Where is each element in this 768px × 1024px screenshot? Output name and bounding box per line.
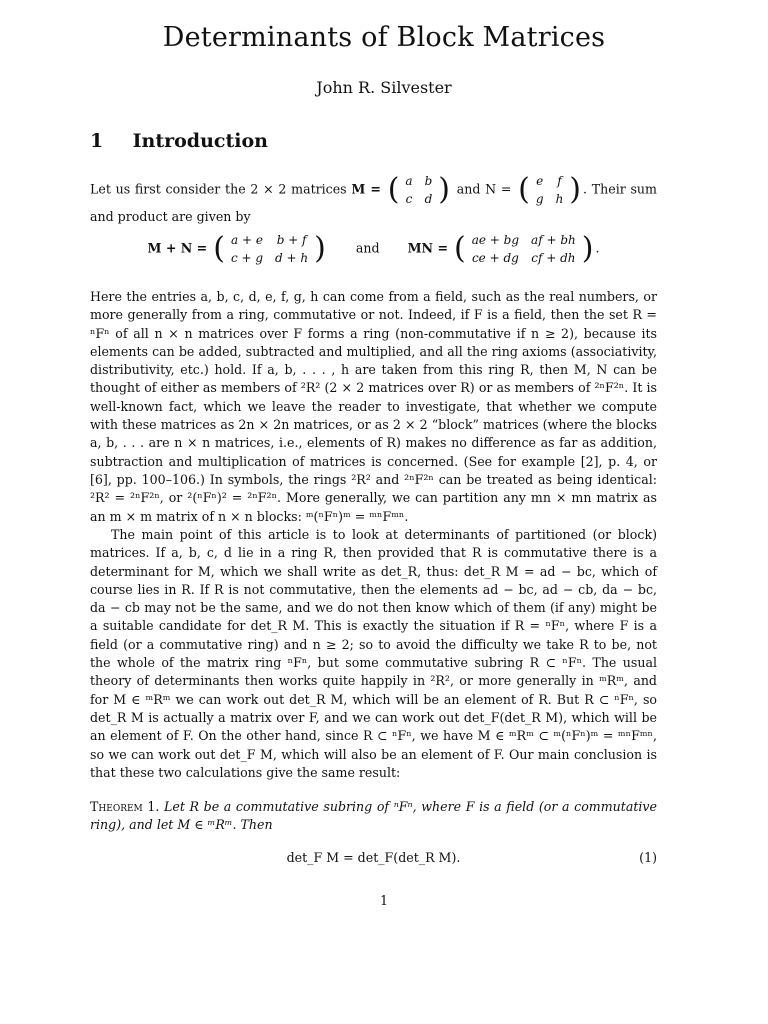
display-end: .	[595, 240, 600, 256]
matrix-sum: ( a + e b + f c + g d + h )	[213, 231, 326, 266]
intro-tail: . Their sum and product are given by	[90, 181, 657, 224]
matrix-cell: a	[405, 174, 413, 188]
matrix-cell: ce + dg	[471, 251, 519, 265]
matrix-product: ( ae + bg af + bh ce + dg cf + dh )	[454, 231, 594, 266]
matrix-cell: af + bh	[531, 233, 576, 247]
theorem-statement	[90, 798, 657, 835]
body-paragraph-2: The main point of this article is to look at determinants of partitioned (or block) matrices. If a, b, c, d lie in a ring R, then provided that R is commutative there is a determinant for M, which we shall write as det_R, thus: det_R M = ad − bc, which of course lies in R. If R is not commutative, then the elements ad − bc, ad − cb, da − bc, da − cb may not be the same, and we do not then know which of them (if any) might be a suitable candidate for det_R M. This is exactly the situation if R = ⁿFⁿ, where F is a field (or a commutative ring) and n ≥ 2; so to avoid the difficulty we take R to be, not the whole of the matrix ring ⁿFⁿ, but some commutative subring R ⊂ ⁿFⁿ. The usual theory of determinants then works quite happily in ²R², or more generally in ᵐRᵐ, and for M ∈ ᵐRᵐ we can work out det_R M, which will be an element of R. But R ⊂ ⁿFⁿ, so det_R M is actually a matrix over F, and we can work out det_F(det_R M), which will be an element of F. On the other hand, since R ⊂ ⁿFⁿ, we have M ∈ ᵐRᵐ ⊂ ᵐ(ⁿFⁿ)ᵐ = ᵐⁿFᵐⁿ, so we can work out det_F M, which will also be an element of F. Our main conclusion is that these two calculations give the same result:	[90, 527, 657, 780]
matrix-cell: cf + dh	[531, 251, 576, 265]
section-title: Introduction	[132, 130, 268, 152]
matrix-cell: d	[424, 192, 433, 206]
sum-label: M + N =	[147, 240, 208, 256]
and-word: and	[355, 240, 380, 256]
page-number: 1	[379, 893, 388, 908]
matrix-cell: c	[405, 192, 413, 206]
intro-paragraph	[90, 172, 657, 226]
matrix-cell: h	[555, 192, 564, 206]
equation-body: det_F M = det_F(det_R M).	[286, 850, 461, 865]
paper-title: Determinants of Block Matrices	[162, 22, 606, 53]
equation-tag: (1)	[639, 850, 657, 865]
intro-lead: Let us first consider the 2 × 2 matrices	[90, 181, 352, 197]
matrix-cell: a + e	[231, 233, 263, 247]
theorem-body: Let R be a commutative subring of ⁿFⁿ, where F is a field (or a commutative ring), and let M ∈ ᵐRᵐ. Then	[90, 799, 657, 833]
matrix-cell: b + f	[276, 233, 307, 247]
matrix-M: ( a b c d )	[387, 172, 450, 207]
matrix-cell: e	[536, 174, 544, 188]
equation-1	[90, 850, 657, 865]
matrix-cell: d + h	[275, 251, 309, 265]
section-heading	[90, 130, 268, 152]
matrix-cell: b	[424, 174, 433, 188]
matrix-cell: c + g	[230, 251, 264, 265]
section-number: 1	[90, 130, 104, 152]
display-equation-sum-product	[90, 231, 657, 267]
theorem-head: Theorem 1.	[90, 799, 160, 814]
product-label: MN =	[407, 240, 448, 256]
matrix-cell: g	[535, 192, 544, 206]
matrix-M-label: M =	[351, 181, 381, 197]
matrix-N: ( e f g h )	[518, 172, 582, 207]
body-paragraph-1: Here the entries a, b, c, d, e, f, g, h can come from a field, such as the real numbers, or more generally from a ring, commutative or not. Indeed, if F is a field, then the set R = ⁿFⁿ of all n × n matrices over F forms a ring (non-commutative if n ≥ 2), because its elements can be added, subtracted and multiplied, and all the ring axioms (associativity, distributivity, etc.) hold. If a, b, . . . , h are taken from this ring R, then M, N can be thought of either as members of ²R² (2 × 2 matrices over R) or as members of ²ⁿF²ⁿ. It is well-known fact, which we leave the reader to investigate, that whether we compute with these matrices as 2n × 2n matrices, or as 2 × 2 “block” matrices (where the blocks a, b, . . . are n × n matrices, i.e., elements of R) makes no difference as far as addition, subtraction and multiplication of matrices is concerned. (See for example [2], p. 4, or [6], pp. 100–106.) In symbols, the rings ²R² and ²ⁿF²ⁿ can be treated as being identical: ²R² = ²ⁿF²ⁿ, or ²(ⁿFⁿ)² = ²ⁿF²ⁿ. More generally, we can partition any mn × mn matrix as an m × m matrix of n × n blocks: ᵐ(ⁿFⁿ)ᵐ = ᵐⁿFᵐⁿ.	[90, 289, 657, 524]
matrix-cell: f	[557, 174, 562, 188]
matrix-N-label: and N =	[456, 181, 512, 197]
matrix-cell: ae + bg	[471, 233, 520, 247]
paper-author: John R. Silvester	[316, 78, 452, 97]
